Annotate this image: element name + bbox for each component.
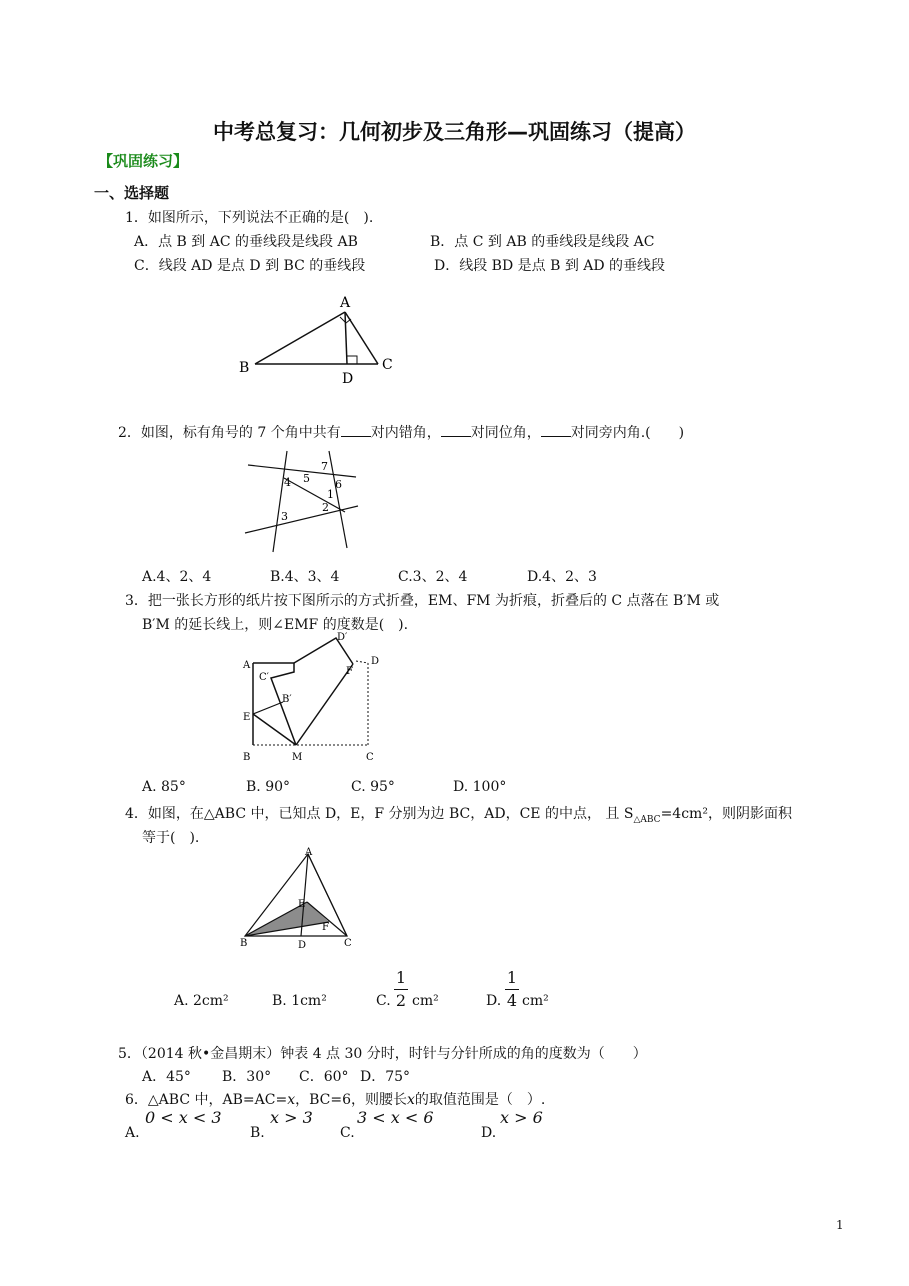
q3-stem-line1: 3．把一张长方形的纸片按下图所示的方式折叠，EM、FM 为折痕，折叠后的 C 点落在 B′M 或 <box>125 593 720 609</box>
q5-option-c: C．60° <box>299 1069 349 1085</box>
q3-option-a: A. 85° <box>142 779 186 795</box>
q1-option-d: D．线段 BD 是点 B 到 AD 的垂线段 <box>434 258 666 274</box>
q4-stem-text-end: =4cm²，则阴影面积 <box>660 806 792 822</box>
q4-label-f: F <box>322 922 329 933</box>
q3-option-d: D. 100° <box>453 779 507 795</box>
q3-label-c: C <box>366 752 374 763</box>
q4-stem-line1 <box>125 803 792 825</box>
q5-stem: 5．（2014 秋•金昌期末）钟表 4 点 30 分时，时针与分针所成的角的度数为（ ） <box>118 1046 647 1062</box>
q6-option-d-letter: D. <box>481 1125 497 1141</box>
q4-option-d: D. <box>486 993 502 1009</box>
q6-stem-part2: ，BC=6，则腰长 <box>295 1092 407 1108</box>
section-tag: 【巩固练习】 <box>98 152 189 170</box>
section-heading: 一、选择题 <box>94 184 170 202</box>
q1-label-b: B <box>239 360 250 376</box>
q6-option-d-math: x > 6 <box>500 1108 543 1127</box>
q2-option-a: A.4、2、4 <box>142 569 212 585</box>
q1-option-a: A．点 B 到 AC 的垂线段是线段 AB <box>134 234 358 250</box>
q4-label-b: B <box>240 938 248 949</box>
q4-label-a: A <box>305 847 313 858</box>
q4-stem-line2: 等于( ). <box>142 830 200 846</box>
q2-blank-1 <box>341 424 371 437</box>
q4-option-d-denominator: 4 <box>506 991 518 1010</box>
q2-angle-4: 4 <box>284 476 291 489</box>
q4-option-c-unit: cm² <box>412 993 439 1009</box>
q3-label-e: E <box>243 712 251 723</box>
q1-label-c: C <box>382 357 393 373</box>
q2-stem-part2: 对内错角， <box>370 425 441 441</box>
q4-label-e: E <box>298 899 306 910</box>
fraction-bar <box>505 989 519 990</box>
q1-label-a: A <box>340 295 351 311</box>
q3-label-d: D <box>371 656 380 667</box>
q6-option-a-letter: A. <box>125 1125 140 1141</box>
q4-label-d: D <box>298 940 307 951</box>
q6-variable-x2: x <box>407 1092 415 1108</box>
q5-option-b: B．30° <box>222 1069 272 1085</box>
fraction-bar <box>394 989 408 990</box>
q4-triangle-figure <box>236 846 366 952</box>
q6-stem <box>125 1089 545 1109</box>
q4-option-d-unit: cm² <box>522 993 549 1009</box>
q2-option-d: D.4、2、3 <box>527 569 597 585</box>
page-title: 中考总复习：几何初步及三角形—巩固练习（提高） <box>213 120 696 144</box>
q3-option-c: C. 95° <box>351 779 395 795</box>
q2-blank-2 <box>441 424 471 437</box>
q1-stem: 1．如图所示，下列说法不正确的是( ). <box>125 210 374 226</box>
q2-option-c: C.3、2、4 <box>398 569 468 585</box>
q2-angle-2: 2 <box>322 501 329 514</box>
q4-option-c-denominator: 2 <box>395 991 407 1010</box>
q4-option-c-numerator: 1 <box>395 968 407 987</box>
q1-option-b: B．点 C 到 AB 的垂线段是线段 AC <box>430 234 655 250</box>
q6-option-c-math: 3 < x < 6 <box>357 1108 434 1127</box>
q6-option-b-math: x > 3 <box>270 1108 313 1127</box>
q4-option-d-numerator: 1 <box>506 968 518 987</box>
q5-option-a: A．45° <box>142 1069 191 1085</box>
q2-angle-6: 6 <box>335 478 342 491</box>
q2-angles-figure <box>240 448 370 558</box>
q2-angle-7: 7 <box>321 460 328 473</box>
q1-triangle-figure <box>230 288 410 388</box>
q5-option-d: D．75° <box>360 1069 411 1085</box>
q6-variable-x: x <box>287 1092 296 1108</box>
q2-stem-part4: 对同旁内角.( ) <box>570 425 685 441</box>
q4-option-c-fraction <box>394 968 408 1011</box>
q4-option-a: A. 2cm² <box>174 993 229 1009</box>
q4-option-c: C. <box>376 993 391 1009</box>
q4-label-c: C <box>344 938 352 949</box>
q3-label-m: M <box>292 752 303 763</box>
q3-label-cp: C′ <box>259 672 269 683</box>
q1-label-d: D <box>342 371 354 387</box>
page-number: 1 <box>836 1218 844 1232</box>
q4-option-b: B. 1cm² <box>272 993 327 1009</box>
q3-label-b: B <box>243 752 251 763</box>
q6-option-a-math: 0 < x < 3 <box>145 1108 222 1127</box>
q4-option-d-fraction <box>505 968 519 1011</box>
q3-label-a: A <box>243 660 251 671</box>
q3-fold-figure <box>238 630 388 770</box>
q3-option-b: B. 90° <box>246 779 291 795</box>
q3-label-dp: D′ <box>337 632 348 643</box>
q4-stem-subscript: △ABC <box>633 814 661 825</box>
q4-stem-text: 4．如图，在△ABC 中，已知点 D，E，F 分别为边 BC，AD，CE 的中点， 且 S <box>125 806 634 822</box>
q2-stem <box>118 422 684 442</box>
q6-stem-part1: 6．△ABC 中，AB=AC= <box>125 1092 288 1108</box>
q2-option-b: B.4、3、4 <box>270 569 340 585</box>
q2-angle-5: 5 <box>303 472 310 485</box>
q3-stem-line2: B′M 的延长线上，则∠EMF 的度数是( ). <box>142 617 409 633</box>
q2-stem-part3: 对同位角， <box>470 425 541 441</box>
q2-angle-3: 3 <box>281 510 288 523</box>
q2-angle-1: 1 <box>327 488 334 501</box>
q6-option-b-letter: B. <box>250 1125 265 1141</box>
q2-stem-part1: 2．如图，标有角号的 7 个角中共有 <box>118 425 341 441</box>
q1-option-c: C．线段 AD 是点 D 到 BC 的垂线段 <box>134 258 366 274</box>
q2-blank-3 <box>541 424 571 437</box>
q3-label-bp: B′ <box>282 694 292 705</box>
q6-option-c-letter: C. <box>340 1125 355 1141</box>
q6-stem-part3: 的取值范围是（ ）. <box>414 1092 546 1108</box>
q3-label-f: F <box>346 666 353 677</box>
